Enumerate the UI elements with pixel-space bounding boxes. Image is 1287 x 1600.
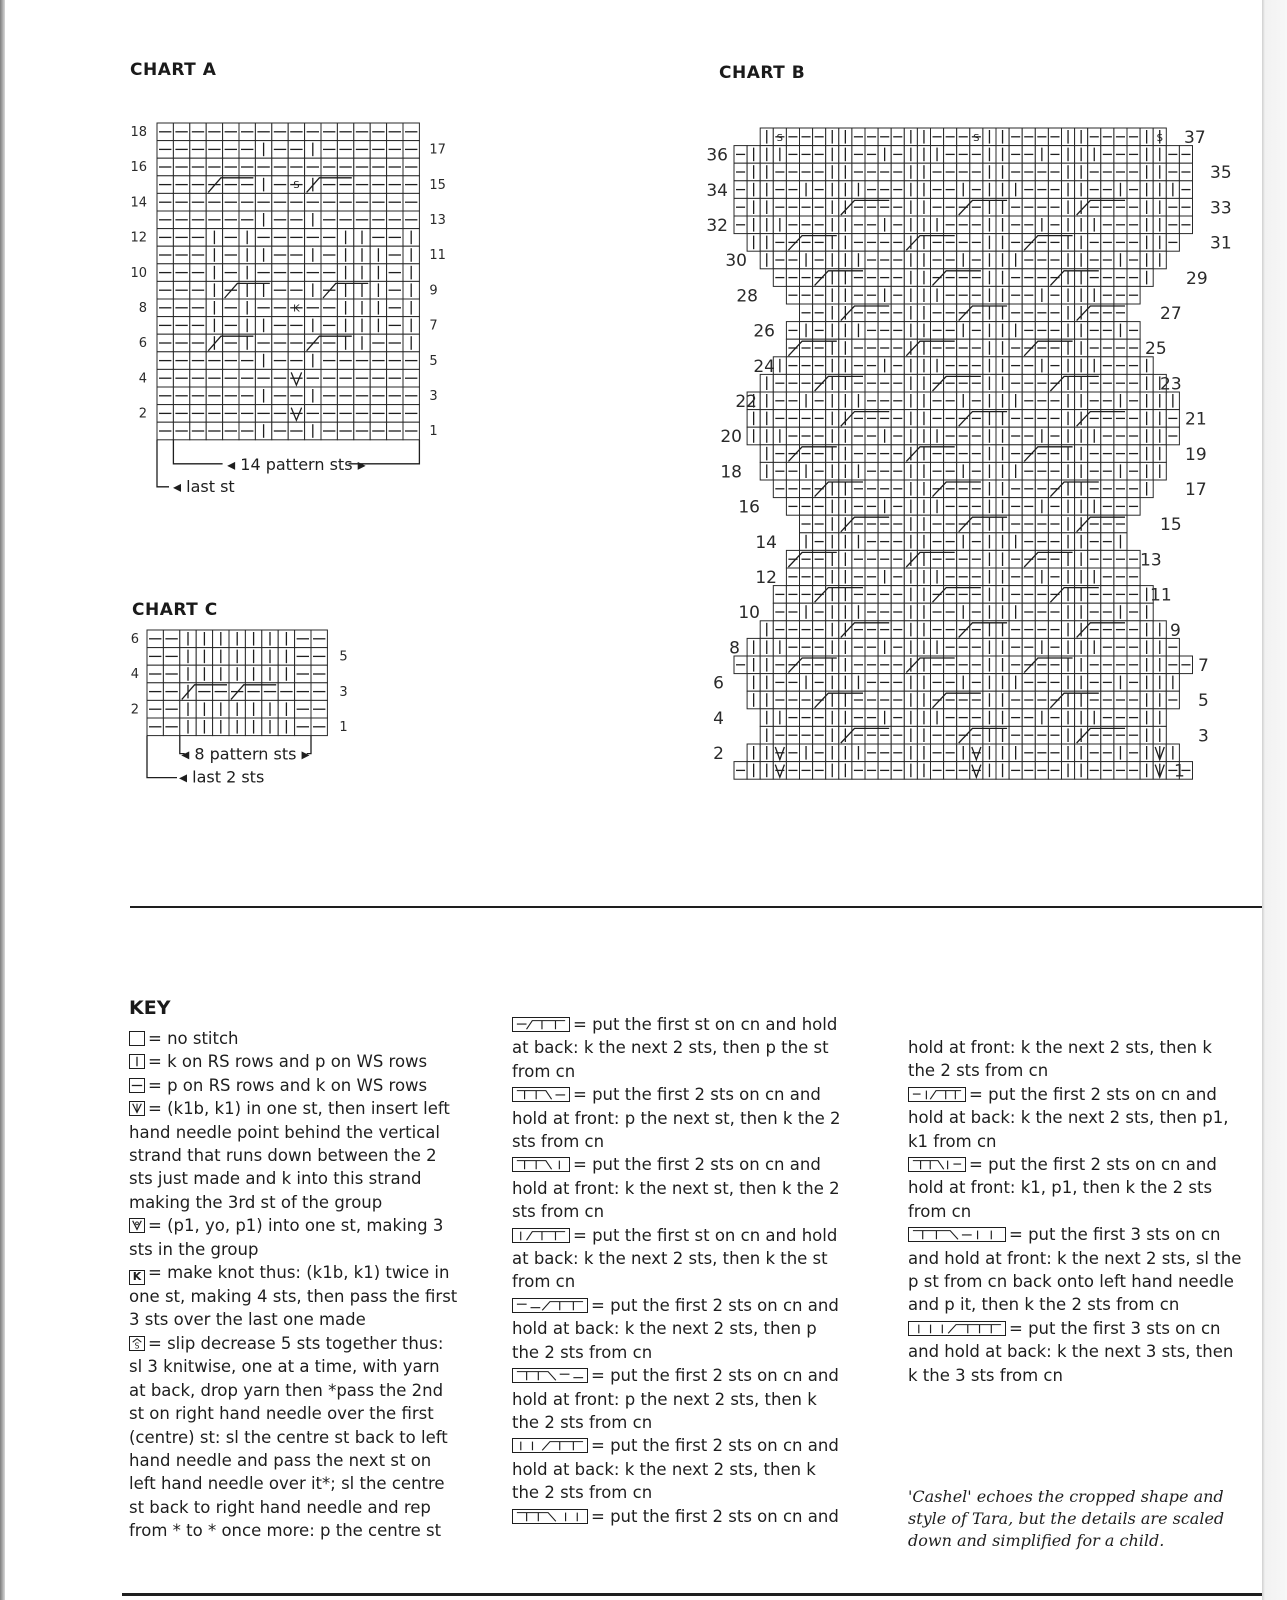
- pattern-sts-label: ◂ 14 pattern sts ▸: [227, 454, 366, 474]
- photo-caption: 'Cashel' echoes the cropped shape and style of Tara, but the details are scaled down and simplified for a child.: [908, 1487, 1225, 1550]
- row-number-right: 15: [1160, 515, 1182, 536]
- slip-decrease-symbol: S: [973, 133, 980, 144]
- row-number-right: 13: [429, 213, 446, 228]
- key-item-cable-3: = put the first 2 sts on cn and hold at front: k the next st, then k the 2 sts from cn: [512, 1155, 840, 1222]
- row-number-right: 25: [1145, 339, 1167, 360]
- row-number-left: 4: [713, 708, 724, 729]
- last-st-bracket: [157, 440, 169, 487]
- row-number-left: 16: [130, 160, 147, 176]
- cable-symbol-icon: [908, 1321, 1006, 1336]
- row-number-right: 7: [1198, 656, 1209, 676]
- chart-a-title: CHART A: [130, 60, 217, 80]
- row-number-left: 12: [130, 230, 147, 246]
- row-number-left: 34: [706, 180, 728, 201]
- key-item-knit: = k on RS rows and p on WS rows: [129, 1050, 459, 1073]
- cable-symbol-icon: [512, 1298, 588, 1313]
- last-st-label: ◂ last st: [173, 476, 235, 496]
- key-item-cable-5: = put the first 2 sts on cn and hold at back: k the next 2 sts, then p the 2 sts from cn: [512, 1295, 839, 1362]
- row-number-right: 9: [429, 283, 438, 299]
- section-divider: [130, 906, 1262, 908]
- chart-a: [125, 115, 465, 515]
- knot-symbol: K: [293, 303, 300, 315]
- row-number-left: 32: [706, 216, 728, 236]
- row-number-left: 10: [130, 265, 147, 281]
- row-number-left: 4: [130, 667, 139, 683]
- row-number-right: 17: [1185, 480, 1207, 500]
- cable-symbol-icon: [908, 1157, 966, 1172]
- key-column-2: [512, 1013, 848, 1528]
- row-number-left: 12: [755, 568, 777, 588]
- key-item-cable-7: = put the first 2 sts on cn and hold at back: k the next 2 sts, then k the 2 sts from cn: [512, 1436, 839, 1503]
- chart-b: [700, 118, 1260, 808]
- row-number-left: 2: [138, 406, 147, 422]
- row-number-right: 11: [1150, 585, 1172, 606]
- row-number-right: 1: [1174, 761, 1185, 782]
- page-edge-right: [1262, 0, 1287, 1600]
- cable-symbol-icon: [512, 1087, 570, 1102]
- key-item-cable-8-cont: hold at front: k the next 2 sts, then k the 2 sts from cn: [908, 1038, 1212, 1081]
- row-number-left: 8: [729, 638, 740, 659]
- row-number-left: 30: [725, 251, 747, 272]
- row-number-left: 2: [130, 702, 139, 718]
- row-number-left: 2: [713, 744, 724, 764]
- row-number-right: 5: [1198, 691, 1209, 712]
- row-number-right: 23: [1160, 374, 1182, 395]
- key-item-slip-decrease: S = slip decrease 5 sts together thus: sl 3 knitwise, one at a time, with yarn at back, drop yarn then *pass the 2nd st on right hand needle over the first (centre) st: sl the centre st back to left hand needle and pass the next st on left hand needle over it*; sl the centre st back to right hand needle and rep from * to * once more: p the centre st: [129, 1333, 448, 1541]
- key-item-cable-1: = put the first st on cn and hold at back: k the next 2 sts, then p the st from cn: [512, 1015, 838, 1081]
- empty-square-icon: [129, 1031, 145, 1046]
- chart-b-grid: [734, 128, 1193, 779]
- row-number-right: 17: [429, 142, 446, 158]
- key-item-no-stitch: = no stitch: [129, 1027, 459, 1050]
- row-number-left: 28: [736, 286, 758, 307]
- bottom-rule: [122, 1593, 1262, 1596]
- row-number-right: 35: [1210, 163, 1232, 184]
- cable-symbol-icon: [512, 1368, 588, 1383]
- chart-c-grid: [147, 630, 327, 736]
- row-number-right: 1: [339, 720, 348, 735]
- key-item-cable-9: = put the first 2 sts on cn and hold at back: k the next 2 sts, then p1, k1 from cn: [908, 1084, 1229, 1151]
- row-number-left: 26: [753, 321, 775, 342]
- cable-symbol-icon: [908, 1227, 1006, 1242]
- key-item-purl: = p on RS rows and k on WS rows: [129, 1074, 459, 1097]
- key-column-1: [129, 1027, 459, 1543]
- row-number-right: 5: [339, 649, 348, 665]
- key-item-purl-increase: = (p1, yo, p1) into one st, making 3 sts in the group: [129, 1216, 444, 1259]
- row-number-left: 6: [130, 632, 139, 647]
- key-item-knit-increase: = (k1b, k1) in one st, then insert left hand needle point behind the vertical strand that runs down between the 2 sts just made and k into this strand making the 3rd st of the group: [129, 1099, 450, 1212]
- row-number-left: 6: [138, 336, 147, 352]
- cable-symbol-icon: [512, 1157, 570, 1172]
- key-item-cable-8: = put the first 2 sts on cn and: [512, 1505, 848, 1528]
- row-number-left: 16: [738, 497, 760, 518]
- key-item-cable-2: = put the first 2 sts on cn and hold at front: p the next st, then k the 2 sts from cn: [512, 1085, 841, 1152]
- row-number-left: 4: [138, 371, 147, 387]
- row-number-right: 33: [1210, 198, 1232, 219]
- row-number-right: 37: [1184, 128, 1206, 148]
- cable-symbol-icon: [512, 1017, 570, 1032]
- row-number-right: 27: [1160, 304, 1182, 324]
- key-item-cable-12: = put the first 3 sts on cn and hold at back: k the next 3 sts, then k the 3 sts from cn: [908, 1318, 1234, 1385]
- row-number-left: 22: [735, 392, 757, 412]
- cable-symbol-icon: [512, 1509, 588, 1524]
- row-number-left: 18: [130, 125, 147, 140]
- chart-a-grid: [157, 123, 419, 440]
- pattern-sts-label: ◂ 8 pattern sts ▸: [181, 744, 310, 764]
- row-number-right: 13: [1140, 550, 1162, 571]
- slip-decrease-symbol: S: [776, 133, 784, 144]
- key-item-cable-10: = put the first 2 sts on cn and hold at front: k1, p1, then k the 2 sts from cn: [908, 1155, 1217, 1221]
- row-number-right: 15: [429, 177, 446, 193]
- row-number-left: 6: [713, 673, 724, 694]
- row-number-right: 7: [429, 318, 438, 334]
- row-number-left: 18: [720, 462, 742, 483]
- row-number-right: 3: [1198, 726, 1209, 747]
- row-number-right: 19: [1185, 444, 1207, 465]
- last-sts-bracket: [147, 736, 177, 778]
- slip-decrease-symbol: S: [1156, 133, 1163, 144]
- row-number-left: 24: [753, 356, 775, 377]
- row-number-right: 11: [429, 248, 446, 264]
- row-number-left: 14: [755, 532, 777, 553]
- row-number-left: 8: [138, 301, 147, 316]
- row-number-left: 10: [738, 603, 760, 624]
- knot-symbol-icon: K: [129, 1270, 145, 1285]
- key-item-cable-11: = put the first 3 sts on cn and hold at front: k the next 2 sts, sl the p st from cn back onto left hand needle and p it, then k the 2 sts from cn: [908, 1225, 1242, 1315]
- row-number-left: 36: [706, 145, 728, 166]
- slip-decrease-icon: [129, 1336, 145, 1351]
- key-title: KEY: [129, 997, 171, 1019]
- chart-c: [125, 630, 365, 800]
- key-item-cable-4: = put the first st on cn and hold at back: k the next 2 sts, then k the st from cn: [512, 1225, 838, 1292]
- row-number-right: 5: [429, 353, 438, 369]
- chart-b-title: CHART B: [719, 63, 806, 83]
- v-increase-icon: [129, 1101, 145, 1116]
- cable-symbol-icon: [512, 1228, 570, 1243]
- purl-symbol-icon: [129, 1078, 145, 1093]
- svg-text:S: S: [134, 1341, 140, 1350]
- row-number-right: 29: [1186, 268, 1208, 289]
- row-number-right: 21: [1185, 409, 1207, 430]
- row-number-right: 3: [429, 389, 438, 404]
- row-number-right: 1: [429, 424, 438, 440]
- knit-symbol-icon: [129, 1054, 145, 1069]
- slip-decrease-symbol: S: [293, 180, 300, 192]
- cable-symbol-icon: [512, 1438, 588, 1453]
- key-item-knot: K = make knot thus: (k1b, k1) twice in one st, making 4 sts, then pass the first 3 sts over the last one made: [129, 1263, 458, 1330]
- row-number-right: 9: [1170, 620, 1181, 641]
- key-item-cable-6: = put the first 2 sts on cn and hold at front: p the next 2 sts, then k the 2 sts from cn: [512, 1366, 839, 1432]
- v-yo-increase-icon: [129, 1218, 145, 1233]
- chart-c-title: CHART C: [132, 600, 218, 620]
- row-number-right: 31: [1210, 233, 1232, 254]
- page-edge-left: [0, 0, 5, 1600]
- row-number-left: 20: [720, 427, 742, 448]
- cable-symbol-icon: [908, 1087, 966, 1102]
- row-number-left: 14: [130, 195, 147, 211]
- key-column-3: [908, 1036, 1243, 1387]
- row-number-right: 3: [339, 684, 348, 700]
- last-sts-label: ◂ last 2 sts: [179, 767, 265, 787]
